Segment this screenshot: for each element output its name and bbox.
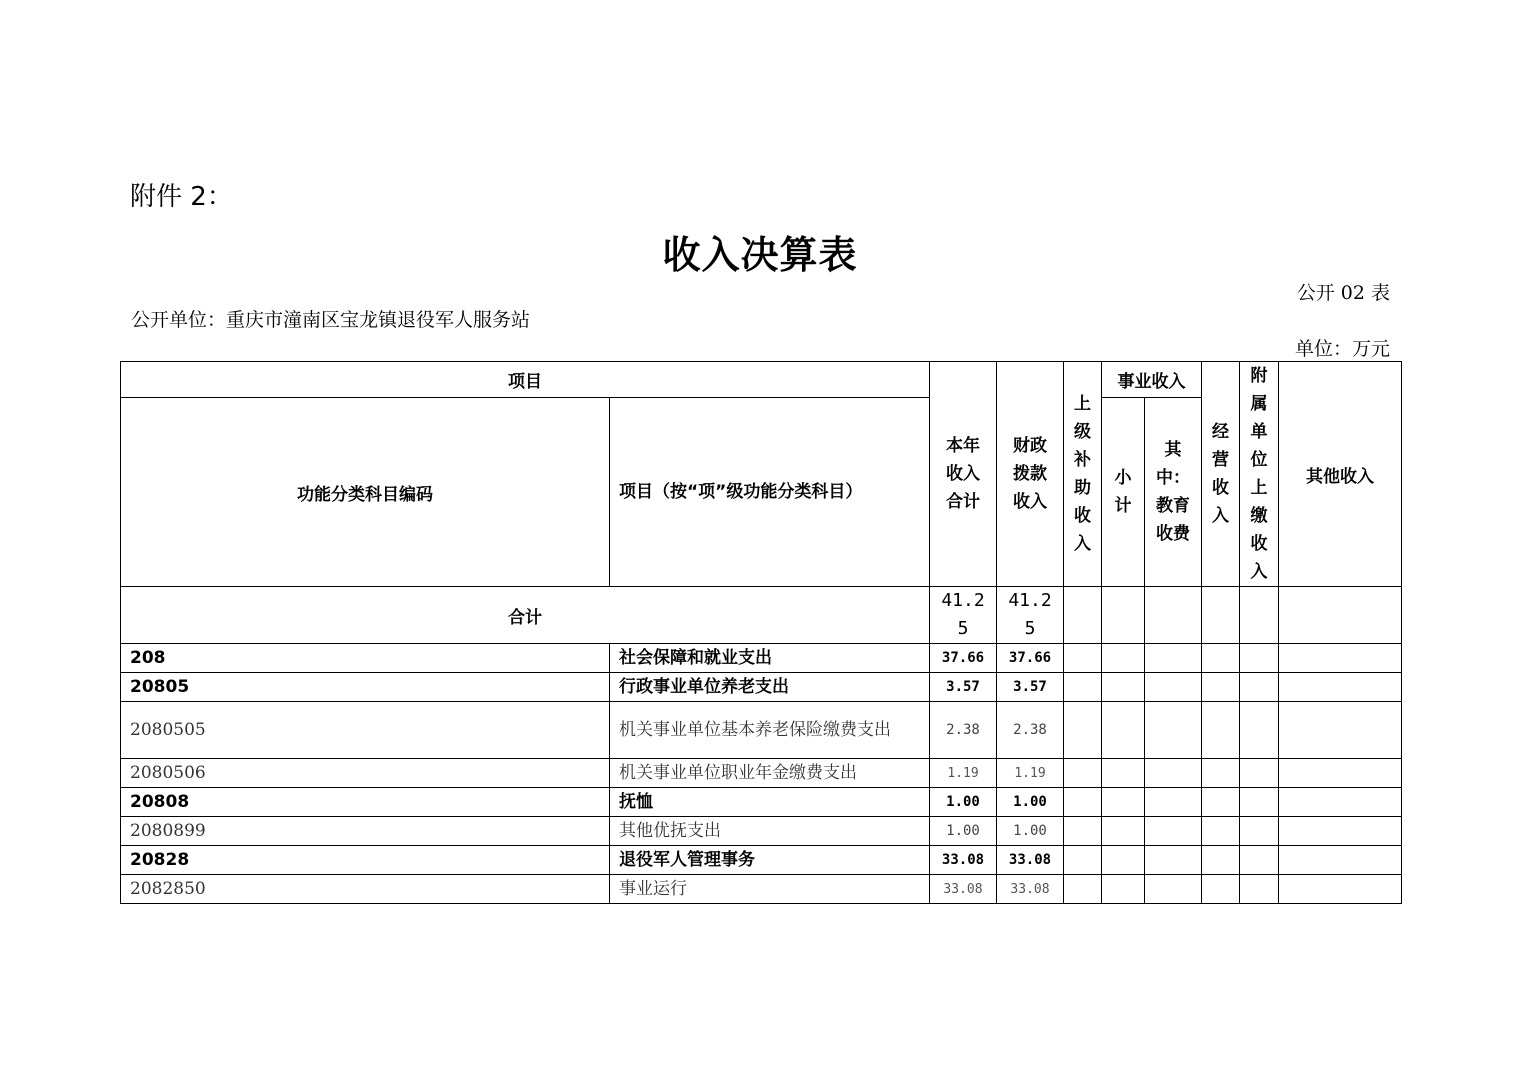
cell-empty	[1202, 673, 1240, 702]
cell-empty	[1145, 673, 1202, 702]
total-operating	[1202, 587, 1240, 644]
table-row	[121, 702, 1402, 759]
row-fiscal: 37.66	[997, 644, 1064, 673]
row-code: 2082850	[121, 875, 610, 904]
row-fiscal: 1.19	[997, 759, 1064, 788]
publishing-unit: 公开单位：重庆市潼南区宝龙镇退役军人服务站	[131, 309, 531, 331]
cell-empty	[1102, 702, 1145, 759]
cell-empty	[1145, 759, 1202, 788]
row-fiscal: 2.38	[997, 702, 1064, 759]
cell-empty	[1145, 817, 1202, 846]
row-total-income: 33.08	[930, 846, 997, 875]
cell-empty	[1279, 759, 1402, 788]
row-total-income: 1.19	[930, 759, 997, 788]
header-subtotal-text: 小计	[1114, 468, 1132, 517]
header-total-income	[930, 362, 997, 587]
cell-empty	[1279, 644, 1402, 673]
header-name: 项目（按“项”级功能分类科目）	[610, 398, 930, 587]
cell-empty	[1064, 644, 1102, 673]
table-row	[121, 759, 1402, 788]
cell-empty	[1279, 817, 1402, 846]
cell-empty	[1202, 846, 1240, 875]
cell-empty	[1102, 788, 1145, 817]
row-code: 20805	[121, 673, 610, 702]
cell-empty	[1064, 846, 1102, 875]
header-superior-text: 上级补助收入	[1073, 394, 1091, 554]
row-fiscal: 3.57	[997, 673, 1064, 702]
cell-empty	[1102, 644, 1145, 673]
cell-empty	[1279, 673, 1402, 702]
row-total-income: 2.38	[930, 702, 997, 759]
total-fiscal-text: 41.25	[1008, 590, 1052, 639]
header-superior	[1064, 362, 1102, 587]
row-total-income: 37.66	[930, 644, 997, 673]
header-other: 其他收入	[1279, 362, 1402, 587]
cell-empty	[1202, 759, 1240, 788]
row-fiscal: 1.00	[997, 817, 1064, 846]
header-edu-fee-text: 其中：教育收费	[1155, 440, 1190, 545]
cell-empty	[1240, 846, 1279, 875]
header-project: 项目	[121, 362, 930, 398]
row-fiscal: 33.08	[997, 846, 1064, 875]
income-table	[120, 361, 1402, 904]
cell-empty	[1202, 817, 1240, 846]
cell-empty	[1064, 673, 1102, 702]
row-code: 2080505	[121, 702, 610, 759]
attachment-label: 附件 2：	[130, 182, 233, 212]
row-name: 退役军人管理事务	[610, 846, 930, 875]
header-subtotal	[1102, 398, 1145, 587]
cell-empty	[1279, 846, 1402, 875]
row-code: 2080899	[121, 817, 610, 846]
row-name: 行政事业单位养老支出	[610, 673, 930, 702]
cell-empty	[1202, 702, 1240, 759]
total-fiscal-value	[997, 587, 1064, 644]
row-code: 2080506	[121, 759, 610, 788]
header-affiliated-text: 附属单位上缴收入	[1250, 366, 1268, 582]
row-total-income: 33.08	[930, 875, 997, 904]
row-name: 机关事业单位职业年金缴费支出	[610, 759, 930, 788]
total-income-value	[930, 587, 997, 644]
header-total-income-text: 本年收入合计	[945, 436, 980, 512]
cell-empty	[1145, 702, 1202, 759]
table-row	[121, 817, 1402, 846]
total-other	[1279, 587, 1402, 644]
cell-empty	[1279, 788, 1402, 817]
cell-empty	[1240, 759, 1279, 788]
header-operating-text: 经营收入	[1211, 422, 1229, 526]
table-number: 公开 02 表	[1296, 282, 1390, 304]
cell-empty	[1102, 846, 1145, 875]
cell-empty	[1064, 702, 1102, 759]
cell-empty	[1202, 644, 1240, 673]
total-income-text: 41.25	[941, 590, 985, 639]
total-label: 合计	[121, 587, 930, 644]
row-fiscal: 33.08	[997, 875, 1064, 904]
cell-empty	[1102, 673, 1145, 702]
cell-empty	[1102, 875, 1145, 904]
total-subtotal	[1102, 587, 1145, 644]
cell-empty	[1064, 788, 1102, 817]
row-code: 20828	[121, 846, 610, 875]
header-fiscal	[997, 362, 1064, 587]
row-name: 其他优抚支出	[610, 817, 930, 846]
cell-empty	[1145, 846, 1202, 875]
cell-empty	[1145, 788, 1202, 817]
cell-empty	[1064, 759, 1102, 788]
header-edu-fee	[1145, 398, 1202, 587]
table-row	[121, 673, 1402, 702]
cell-empty	[1145, 875, 1202, 904]
total-affiliated	[1240, 587, 1279, 644]
row-name: 事业运行	[610, 875, 930, 904]
cell-empty	[1064, 875, 1102, 904]
total-edu-fee	[1145, 587, 1202, 644]
row-total-income: 3.57	[930, 673, 997, 702]
total-row	[121, 587, 1402, 644]
row-code: 208	[121, 644, 610, 673]
cell-empty	[1240, 673, 1279, 702]
row-name: 机关事业单位基本养老保险缴费支出	[610, 702, 930, 759]
cell-empty	[1240, 702, 1279, 759]
cell-empty	[1202, 875, 1240, 904]
cell-empty	[1240, 788, 1279, 817]
row-total-income: 1.00	[930, 817, 997, 846]
header-code: 功能分类科目编码	[121, 398, 610, 587]
page-title: 收入决算表	[662, 233, 858, 277]
cell-empty	[1240, 875, 1279, 904]
header-operating	[1202, 362, 1240, 587]
currency-unit: 单位：万元	[1294, 338, 1390, 360]
row-fiscal: 1.00	[997, 788, 1064, 817]
cell-empty	[1279, 702, 1402, 759]
cell-empty	[1145, 644, 1202, 673]
cell-empty	[1240, 817, 1279, 846]
cell-empty	[1240, 644, 1279, 673]
cell-empty	[1064, 817, 1102, 846]
header-business-group: 事业收入	[1102, 362, 1202, 398]
cell-empty	[1102, 759, 1145, 788]
cell-empty	[1202, 788, 1240, 817]
cell-empty	[1279, 875, 1402, 904]
table-row	[121, 875, 1402, 904]
table-row	[121, 644, 1402, 673]
total-superior	[1064, 587, 1102, 644]
table-row	[121, 788, 1402, 817]
table-row	[121, 846, 1402, 875]
header-affiliated	[1240, 362, 1279, 587]
header-fiscal-text: 财政拨款收入	[1012, 436, 1047, 512]
row-name: 抚恤	[610, 788, 930, 817]
row-code: 20808	[121, 788, 610, 817]
row-total-income: 1.00	[930, 788, 997, 817]
cell-empty	[1102, 817, 1145, 846]
row-name: 社会保障和就业支出	[610, 644, 930, 673]
